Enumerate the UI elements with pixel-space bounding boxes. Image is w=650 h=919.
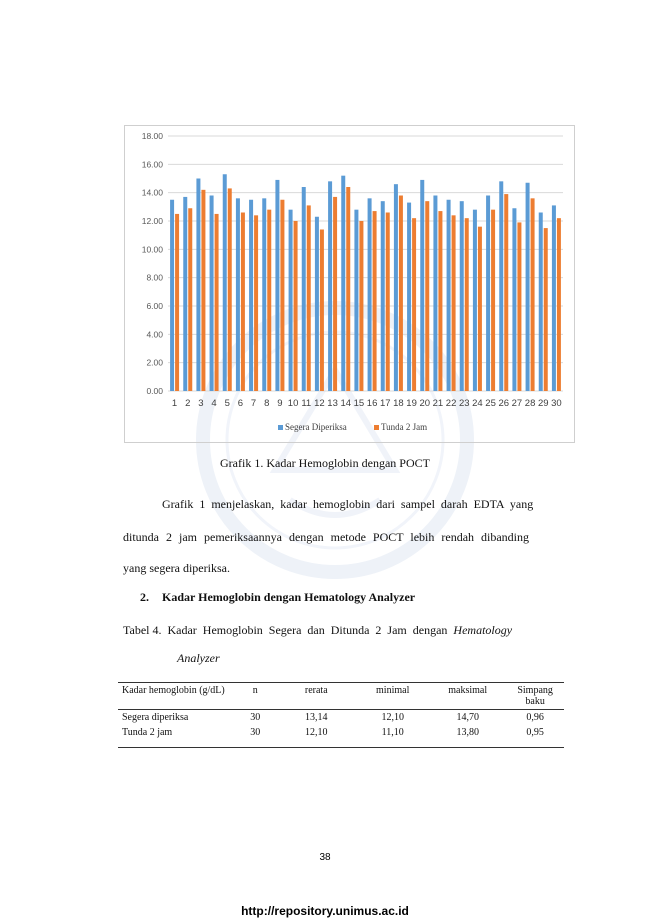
x-tick-label: 11 [301,398,312,409]
x-tick-label: 24 [472,398,483,409]
bar-tunda-2-jam [504,194,508,391]
bar-segera-diperiksa [420,180,424,391]
table-caption-text: Tabel 4. Kadar Hemoglobin Segera dan Ditunda 2 Jam dengan [123,623,454,637]
header-minimal: minimal [356,683,429,710]
cell-minimal: 12,10 [381,712,404,723]
y-tick-label: 14.00 [141,187,163,198]
cell-label: Tunda 2 jam [118,725,234,748]
bar-segera-diperiksa [183,197,187,391]
hemoglobin-table [118,682,564,748]
x-tick-label: 23 [458,398,470,409]
x-tick-label: 3 [198,398,204,409]
x-tick-label: 4 [211,398,217,409]
bar-segera-diperiksa [249,200,253,391]
bar-segera-diperiksa [486,196,490,392]
repository-url-footer: http://repository.unimus.ac.id [241,904,409,918]
table-row [118,710,564,726]
bar-tunda-2-jam [254,215,258,391]
x-tick-label: 26 [498,398,510,409]
bar-segera-diperiksa [315,217,319,391]
bar-segera-diperiksa [539,213,543,392]
bar-segera-diperiksa [289,210,293,391]
section-number: 2. [140,590,149,604]
bar-segera-diperiksa [262,198,266,391]
bar-segera-diperiksa [328,181,332,391]
cell-label: Segera diperiksa [122,712,189,723]
x-tick-label: 14 [340,398,352,409]
table-header-row [118,683,564,710]
bar-segera-diperiksa [236,198,240,391]
x-tick-label: 29 [537,398,549,409]
legend-swatch-tunda-2-jam [374,425,379,430]
bar-segera-diperiksa [354,210,358,391]
x-tick-label: 13 [327,398,338,409]
bar-tunda-2-jam [320,230,324,392]
x-tick-label: 16 [366,398,378,409]
header-rerata: rerata [276,683,356,710]
bar-tunda-2-jam [465,218,469,391]
bar-segera-diperiksa [394,184,398,391]
bar-tunda-2-jam [452,215,456,391]
bar-segera-diperiksa [460,201,464,391]
x-tick-label: 30 [551,398,562,409]
bar-tunda-2-jam [241,213,245,392]
bar-tunda-2-jam [544,228,548,391]
legend-swatch-segera-diperiksa [278,425,283,430]
x-tick-label: 25 [485,398,496,409]
cell-n: 30 [250,712,261,723]
cell-rerata: 12,10 [276,725,356,748]
x-tick-label: 7 [250,398,257,409]
bar-segera-diperiksa [473,210,477,391]
bar-segera-diperiksa [526,183,530,391]
bar-tunda-2-jam [373,211,377,391]
x-tick-label: 10 [287,398,299,409]
y-tick-label: 6.00 [146,301,163,311]
x-tick-label: 20 [419,398,431,409]
bar-tunda-2-jam [307,205,311,391]
legend-label: Segera Diperiksa [285,422,347,432]
bar-tunda-2-jam [517,222,521,391]
section-title: Kadar Hemoglobin dengan Hematology Analyzer [162,590,416,604]
bar-segera-diperiksa [433,196,437,392]
x-tick-label: 22 [445,398,457,409]
cell-rerata: 13,14 [305,712,328,723]
bar-segera-diperiksa [512,208,516,391]
y-tick-label: 12.00 [141,216,163,226]
header-n: n [234,683,276,710]
y-tick-label: 10.00 [141,244,163,255]
x-tick-label: 21 [432,398,444,409]
bar-tunda-2-jam [399,196,403,392]
bar-tunda-2-jam [386,213,390,392]
bar-tunda-2-jam [280,200,284,391]
y-tick-label: 18.00 [141,131,163,141]
bar-chart-canvas [125,126,574,442]
x-tick-label: 19 [406,398,417,409]
x-tick-label: 5 [224,398,230,409]
bar-segera-diperiksa [499,181,503,391]
page-number: 38 [319,852,331,863]
header-simpang-baku: Simpang baku [506,683,564,710]
y-tick-label: 2.00 [146,357,163,368]
y-tick-label: 16.00 [141,159,163,170]
cell-minimal: 11,10 [356,725,429,748]
table-caption [123,623,512,638]
bar-segera-diperiksa [552,205,556,391]
table-caption-line-2 [177,651,220,666]
y-tick-label: 4.00 [146,329,163,340]
bar-segera-diperiksa [381,201,385,391]
table-caption-italic-1: Hematology [453,623,513,637]
paragraph-line-1: Grafik 1 menjelaskan, kadar hemoglobin dari sampel darah EDTA yang [162,497,534,511]
cell-maksimal: 14,70 [456,712,479,723]
header-maksimal: maksimal [429,683,506,710]
hemoglobin-poct-chart [124,125,575,443]
bar-segera-diperiksa [341,176,345,391]
bar-tunda-2-jam [478,227,482,391]
y-tick-label: 0.00 [146,386,163,396]
bar-segera-diperiksa [223,174,227,391]
bar-tunda-2-jam [346,187,350,391]
legend-label: Tunda 2 Jam [381,422,428,432]
figure-caption: Grafik 1. Kadar Hemoglobin dengan POCT [220,456,430,470]
cell-n: 30 [234,725,276,748]
bar-segera-diperiksa [196,179,200,392]
x-tick-label: 18 [393,398,404,409]
x-tick-label: 9 [277,398,283,409]
x-tick-label: 6 [237,398,244,409]
bar-tunda-2-jam [294,221,298,391]
bar-tunda-2-jam [359,221,363,391]
bar-segera-diperiksa [275,180,279,391]
bar-segera-diperiksa [302,187,306,391]
x-tick-label: 1 [171,398,178,409]
x-tick-label: 28 [524,398,536,409]
x-tick-label: 27 [511,398,523,409]
bar-segera-diperiksa [170,200,174,391]
table-caption-italic-2: Analyzer [177,651,220,665]
cell-simpang-baku: 0,96 [526,712,544,723]
x-tick-label: 8 [264,398,270,409]
bar-segera-diperiksa [447,200,451,391]
bar-tunda-2-jam [531,198,535,391]
bar-tunda-2-jam [557,218,561,391]
x-tick-label: 15 [353,398,365,409]
bar-segera-diperiksa [407,203,411,391]
bar-tunda-2-jam [425,201,429,391]
cell-simpang-baku: 0,95 [506,725,564,748]
bar-tunda-2-jam [228,188,232,391]
bar-tunda-2-jam [333,197,337,391]
bar-tunda-2-jam [175,214,179,391]
table-row [118,725,564,748]
bar-tunda-2-jam [215,214,219,391]
header-kadar: Kadar hemoglobin (g/dL) [118,683,234,710]
paragraph-line-2: ditunda 2 jam pemeriksaannya dengan metode POCT lebih rendah dibanding [123,530,530,544]
bar-tunda-2-jam [438,211,442,391]
bar-tunda-2-jam [491,210,495,391]
bar-tunda-2-jam [201,190,205,391]
bar-tunda-2-jam [412,218,416,391]
bar-segera-diperiksa [368,198,372,391]
paragraph-line-3: yang segera diperiksa. [123,561,230,575]
x-tick-label: 17 [379,398,391,409]
cell-maksimal: 13,80 [429,725,506,748]
bar-segera-diperiksa [210,196,214,392]
bar-tunda-2-jam [188,208,192,391]
x-tick-label: 2 [185,398,191,409]
x-tick-label: 12 [314,398,325,409]
section-heading [140,590,415,605]
y-tick-label: 8.00 [146,272,163,283]
bar-tunda-2-jam [267,210,271,391]
